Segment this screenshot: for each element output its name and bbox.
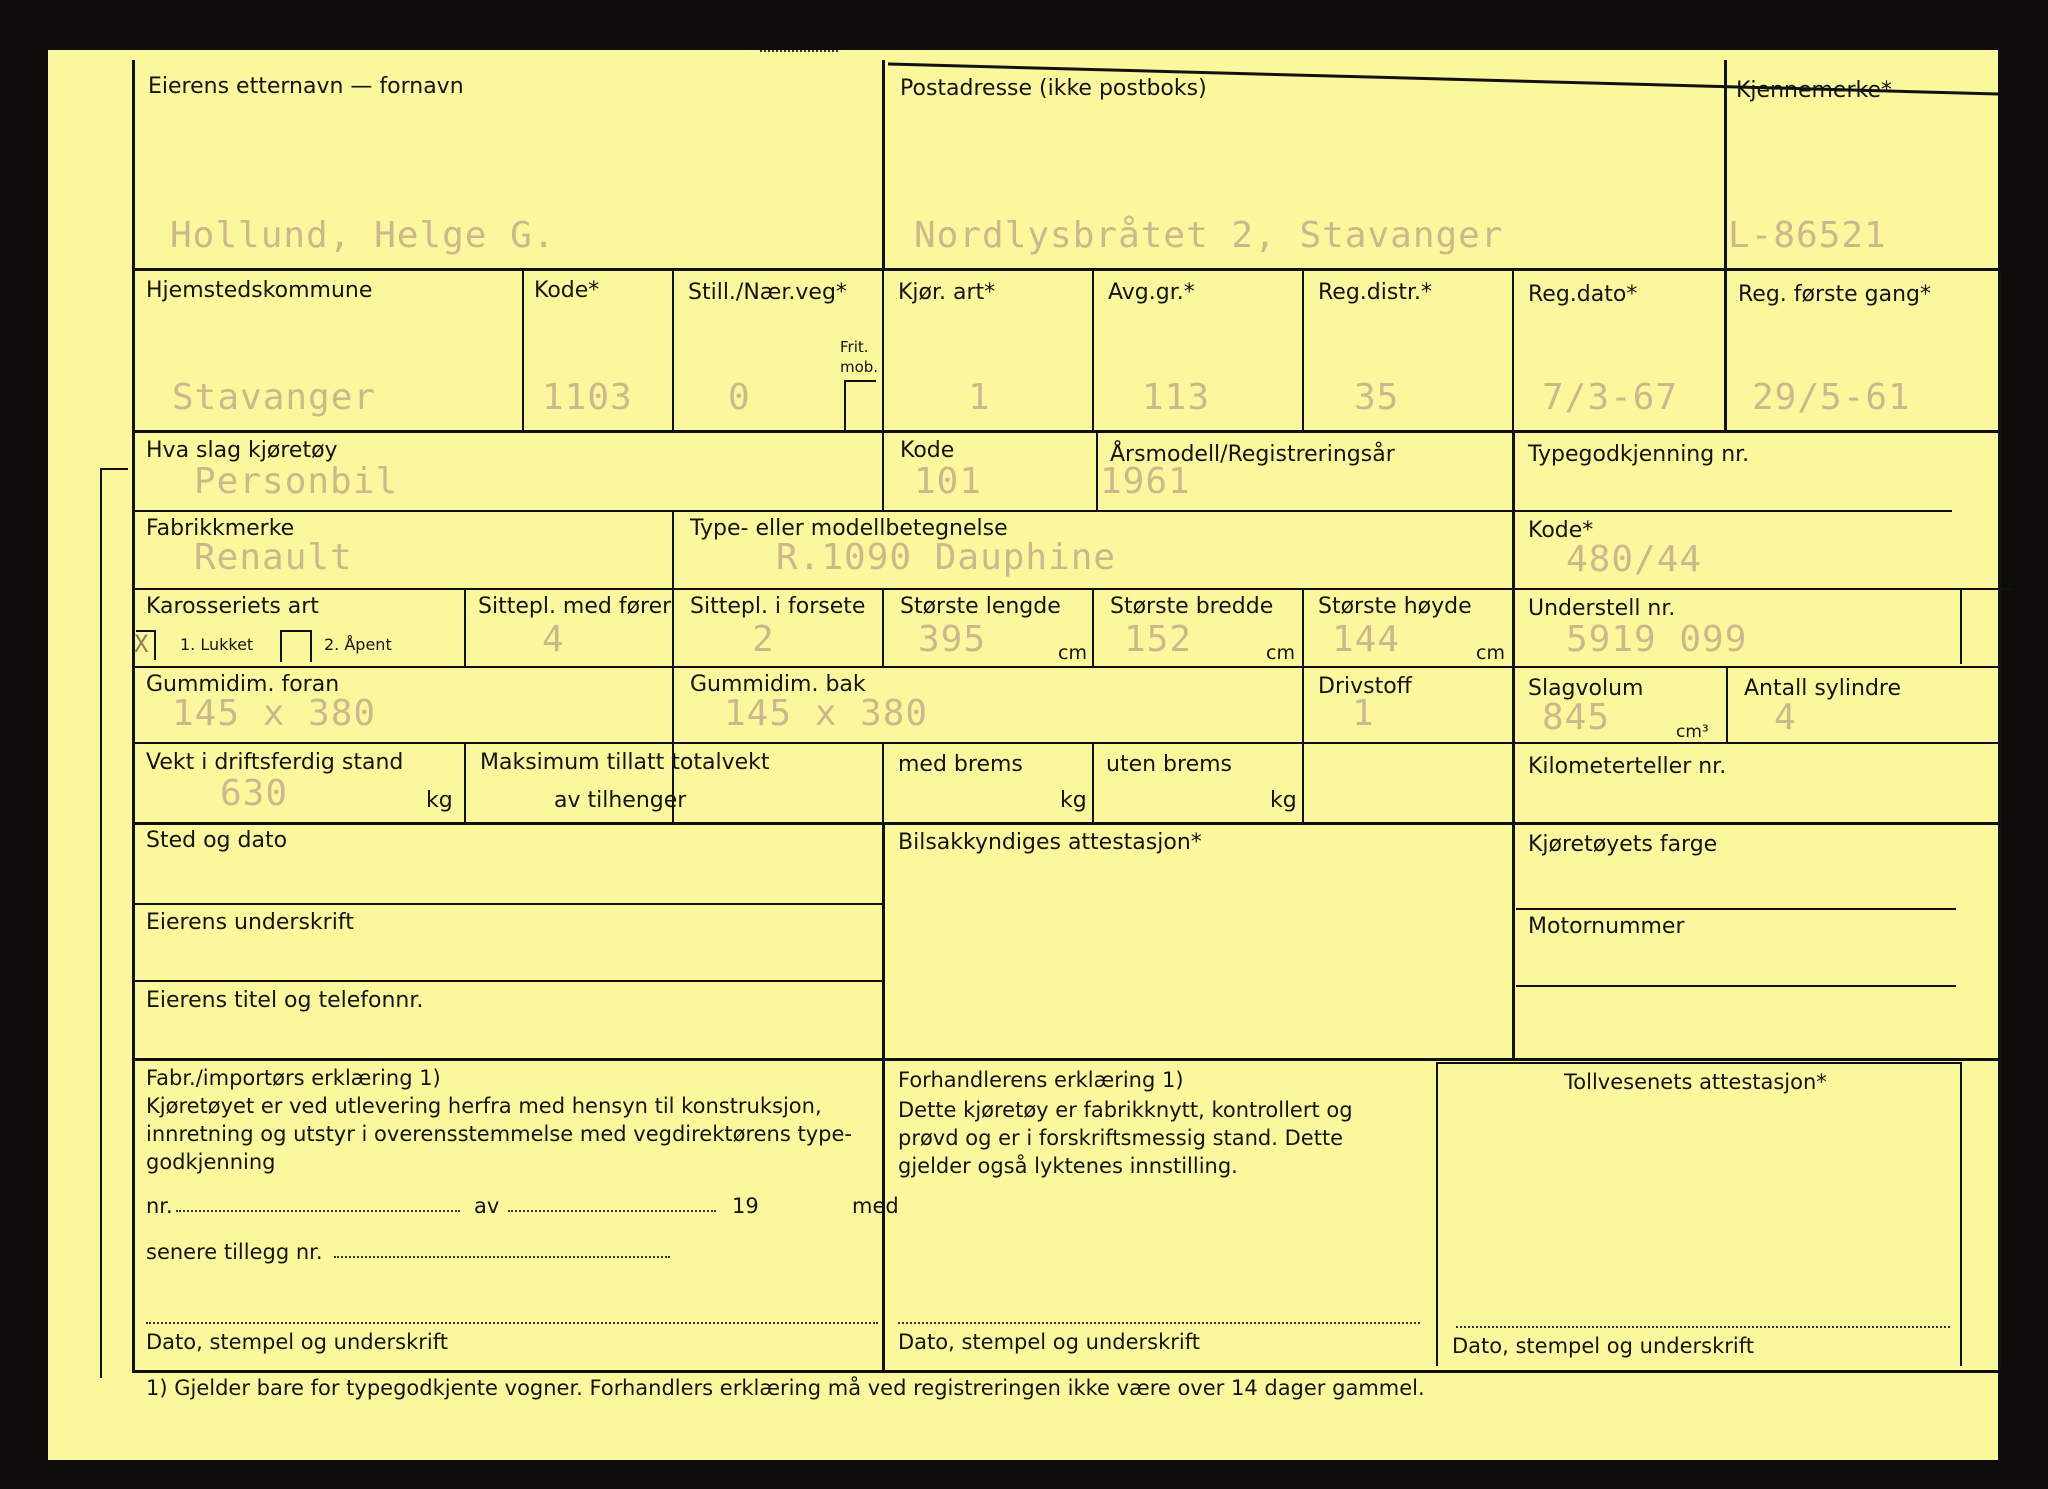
fabr-signature-line [146,1322,878,1324]
sittepl-forsete-label: Sittepl. i forsete [690,594,866,619]
reg-distr-label: Reg.distr.* [1318,280,1432,305]
fabrikkmerke-label: Fabrikkmerke [146,516,295,541]
rule [882,742,884,822]
frit-mob-box [844,380,876,430]
reg-forste-label: Reg. første gang* [1738,282,1932,307]
rule [132,430,1998,433]
toll-signature-line [1456,1326,1950,1328]
toll-title: Tollvesenets attestasjon* [1564,1070,1827,1094]
sittepl-forer-label: Sittepl. med fører [478,594,672,619]
gummi-bak-value: 145 x 380 [724,693,929,734]
fabr-av-label: av [474,1194,500,1218]
hjemsted-value: Stavanger [172,377,377,418]
typegodkjenning-label: Typegodkjenning nr. [1528,442,1750,467]
footnote: 1) Gjelder bare for typegodkjente vogner. Forhandlers erklæring må ved registreringen ikke være over 14 dager gammel. [146,1376,1425,1400]
arsmodell-value: 1961 [1100,461,1191,502]
karosseri-label: Karosseriets art [146,594,319,619]
fabr-year-label: 19 [732,1194,759,1218]
slag-value: Personbil [194,461,399,502]
fabrikkmerke-value: Renault [194,537,353,578]
frit-label: Frit. [840,338,869,356]
kode-type-label: Kode* [1528,518,1594,543]
fabr-tillegg-label: senere tillegg nr. [146,1240,323,1264]
kode-101-value: 101 [914,461,983,502]
kode-type-value: 480/44 [1566,539,1703,580]
kjor-art-value: 1 [968,377,991,418]
kode-101-label: Kode [900,438,955,463]
lengde-value: 395 [918,619,987,660]
understell-value: 5919 099 [1566,619,1748,660]
drivstoff-value: 1 [1352,693,1375,734]
type-label: Type- eller modellbetegnelse [690,516,1008,541]
rule [882,268,884,430]
sittepl-forer-value: 4 [542,619,565,660]
lukket-label: 1. Lukket [180,635,254,654]
gummi-foran-value: 145 x 380 [172,693,377,734]
toll-box [1436,1062,1960,1366]
fabr-nr-line [176,1210,460,1212]
registration-card [48,50,1998,1460]
still-value: 0 [728,377,751,418]
sittepl-forsete-value: 2 [752,619,775,660]
rule [1726,666,1728,742]
rule [1516,908,1956,910]
med-brems-label: med brems [898,752,1023,777]
motor-label: Motornummer [1528,914,1685,939]
rule [464,588,466,666]
rule [132,742,1998,744]
underskrift-label: Eierens underskrift [146,910,354,935]
address-value: Nordlysbråtet 2, Stavanger [914,215,1504,256]
forh-line-2: prøvd og er i forskriftsmessig stand. Dette [898,1126,1344,1150]
vekt-unit: kg [426,788,453,813]
fabr-nr-label: nr. [146,1194,173,1218]
toll-footer: Dato, stempel og underskrift [1452,1334,1754,1358]
rule [132,1058,1998,1061]
plate-label: Kjennemerke* [1736,78,1892,103]
sted-label: Sted og dato [146,828,288,853]
slagvolum-unit: cm³ [1676,722,1709,742]
avg-gr-label: Avg.gr.* [1108,280,1195,305]
address-label: Postadresse (ikke postboks) [900,76,1207,101]
slagvolum-value: 845 [1542,697,1611,738]
rule [132,822,1998,825]
drivstoff-label: Drivstoff [1318,674,1412,699]
type-value: R.1090 Dauphine [776,537,1117,578]
mob-label: mob. [840,358,879,376]
rule [132,1370,1998,1373]
rule [1092,268,1094,430]
rule [1096,430,1098,510]
maks-label-2: av tilhenger [554,788,687,813]
rule [1302,268,1304,430]
rule [1960,1062,1962,1366]
reg-forste-value: 29/5-61 [1752,377,1911,418]
margin-bracket [100,468,102,1378]
apent-label: 2. Åpent [324,635,392,654]
rule [464,742,466,822]
owner-value: Hollund, Helge G. [170,215,556,256]
owner-label: Eierens etternavn — fornavn [148,74,464,99]
uten-brems-unit: kg [1270,788,1297,813]
understell-label: Understell nr. [1528,596,1676,621]
rule [132,903,882,905]
maks-label-1: Maksimum tillatt totalvekt [480,750,770,775]
apent-checkbox-edge [280,630,312,662]
forh-line-1: Dette kjøretøy er fabrikknytt, kontrollert og [898,1098,1353,1122]
rule [132,588,2012,590]
rule [1724,60,1727,430]
rule [1512,430,1515,1058]
rule [1302,588,1304,742]
kilometer-label: Kilometerteller nr. [1528,754,1727,779]
hoyde-label: Største høyde [1318,594,1472,619]
reg-distr-value: 35 [1354,377,1400,418]
lengde-label: Største lengde [900,594,1061,619]
fabr-title: Fabr./importørs erklæring 1) [146,1066,441,1090]
vekt-label: Vekt i driftsferdig stand [146,750,404,775]
rule [1436,1062,1960,1064]
rule [882,588,884,666]
bredde-unit: cm [1266,642,1295,664]
forh-title: Forhandlerens erklæring 1) [898,1068,1184,1092]
rule [132,666,1998,668]
fabr-av-line [508,1210,716,1212]
rule [522,268,524,430]
still-label: Still./Nær.veg* [688,280,847,305]
rule [132,980,882,982]
lengde-unit: cm [1058,642,1087,664]
rule [132,60,135,1370]
margin-bracket [100,468,128,470]
forh-footer: Dato, stempel og underskrift [898,1330,1200,1354]
reg-dato-label: Reg.dato* [1528,282,1638,307]
rule [1092,742,1094,822]
vekt-value: 630 [220,773,289,814]
fabr-line-2: innretning og utstyr i overensstemmelse med vegdirektørens type- [146,1122,852,1146]
rule [882,430,884,510]
kjor-art-label: Kjør. art* [898,280,996,305]
rule [1512,268,1514,430]
hjemsted-label: Hjemstedskommune [146,278,373,303]
bilsakkyndig-label: Bilsakkyndiges attestasjon* [898,830,1202,855]
rule [672,510,674,822]
rule [1516,985,1956,987]
rule [1302,742,1304,822]
reg-dato-value: 7/3-67 [1542,377,1679,418]
fabr-tillegg-line [334,1256,670,1258]
sylindre-label: Antall sylindre [1744,676,1902,701]
sylindre-value: 4 [1774,697,1797,738]
kode-value: 1103 [542,377,633,418]
check-mark: X [134,630,149,658]
rule [1092,588,1094,666]
forh-line-3: gjelder også lyktenes innstilling. [898,1154,1238,1178]
hoyde-value: 144 [1332,619,1401,660]
uten-brems-label: uten brems [1106,752,1232,777]
gummi-bak-label: Gummidim. bak [690,672,866,697]
arsmodell-label: Årsmodell/Registreringsår [1110,442,1395,467]
hoyde-unit: cm [1476,642,1505,664]
titel-label: Eierens titel og telefonnr. [146,988,424,1013]
rule [1998,268,2001,1370]
bredde-label: Største bredde [1110,594,1274,619]
bredde-value: 152 [1124,619,1193,660]
med-brems-unit: kg [1060,788,1087,813]
rule [882,822,885,1370]
slag-label: Hva slag kjøretøy [146,438,338,463]
fabr-footer: Dato, stempel og underskrift [146,1330,448,1354]
rule [672,268,674,430]
slagvolum-label: Slagvolum [1528,676,1644,701]
gummi-foran-label: Gummidim. foran [146,672,340,697]
kode-label: Kode* [534,278,600,303]
avg-gr-value: 113 [1142,377,1211,418]
fabr-line-1: Kjøretøyet er ved utlevering herfra med hensyn til konstruksjon, [146,1094,822,1118]
rule [1960,590,1962,664]
rule [132,510,1952,512]
fabr-line-3: godkjenning [146,1150,276,1174]
fabr-med-label: med [852,1194,899,1218]
plate-value: L-86521 [1728,215,1887,256]
fabr-year-line [760,50,838,52]
rule [132,268,1998,271]
forh-signature-line [898,1322,1420,1324]
farge-label: Kjøretøyets farge [1528,832,1718,857]
